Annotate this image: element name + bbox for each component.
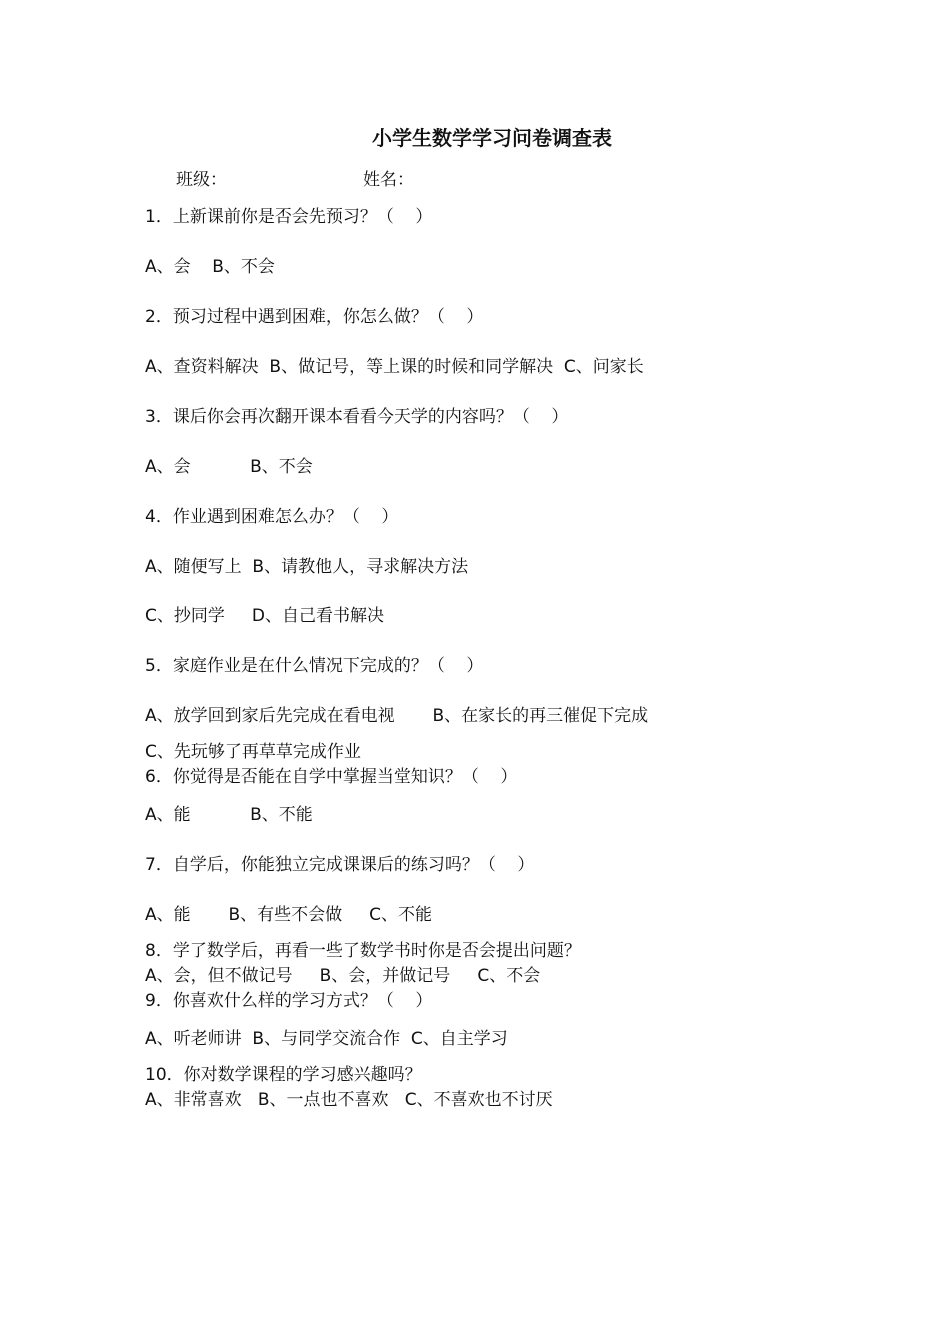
options-4a: A、随便写上 B、请教他人，寻求解决方法 [145,557,469,577]
options-9: A、听老师讲 B、与同学交流合作 C、自主学习 [145,1029,508,1049]
options-2: A、查资料解决 B、做记号，等上课的时候和同学解决 C、问家长 [145,357,644,377]
options-1: A、会 B、不会 [145,257,275,277]
options-10: A、非常喜欢 B、一点也不喜欢 C、不喜欢也不讨厌 [145,1090,553,1110]
question-9: 9．你喜欢什么样的学习方式？（ ） [145,991,433,1011]
question-6: 6．你觉得是否能在自学中掌握当堂知识？（ ） [145,767,518,787]
question-8: 8．学了数学后，再看一些了数学书时你是否会提出问题？ [145,941,581,961]
options-3: A、会 B、不会 [145,457,313,477]
options-8: A、会，但不做记号 B、会，并做记号 C、不会 [145,966,541,986]
options-5a: A、放学回到家后先完成在看电视 B、在家长的再三催促下完成 [145,706,649,726]
options-4b: C、抄同学 D、自己看书解决 [145,606,384,626]
options-6: A、能 B、不能 [145,805,313,825]
question-3: 3．课后你会再次翻开课本看看今天学的内容吗？（ ） [145,407,569,427]
question-10: 10．你对数学课程的学习感兴趣吗？ [145,1065,422,1085]
question-7: 7．自学后，你能独立完成课课后的练习吗？（ ） [145,855,535,875]
page-title: 小学生数学学习问卷调查表 [372,126,612,150]
options-7: A、能 B、有些不会做 C、不能 [145,905,433,925]
class-label: 班级： [176,170,227,190]
name-label: 姓名： [363,170,414,190]
question-5: 5．家庭作业是在什么情况下完成的？（ ） [145,656,484,676]
question-4: 4．作业遇到困难怎么办？（ ） [145,507,399,527]
options-5b: C、先玩够了再草草完成作业 [145,742,361,762]
question-2: 2．预习过程中遇到困难，你怎么做？（ ） [145,307,484,327]
question-1: 1．上新课前你是否会先预习？（ ） [145,207,433,227]
